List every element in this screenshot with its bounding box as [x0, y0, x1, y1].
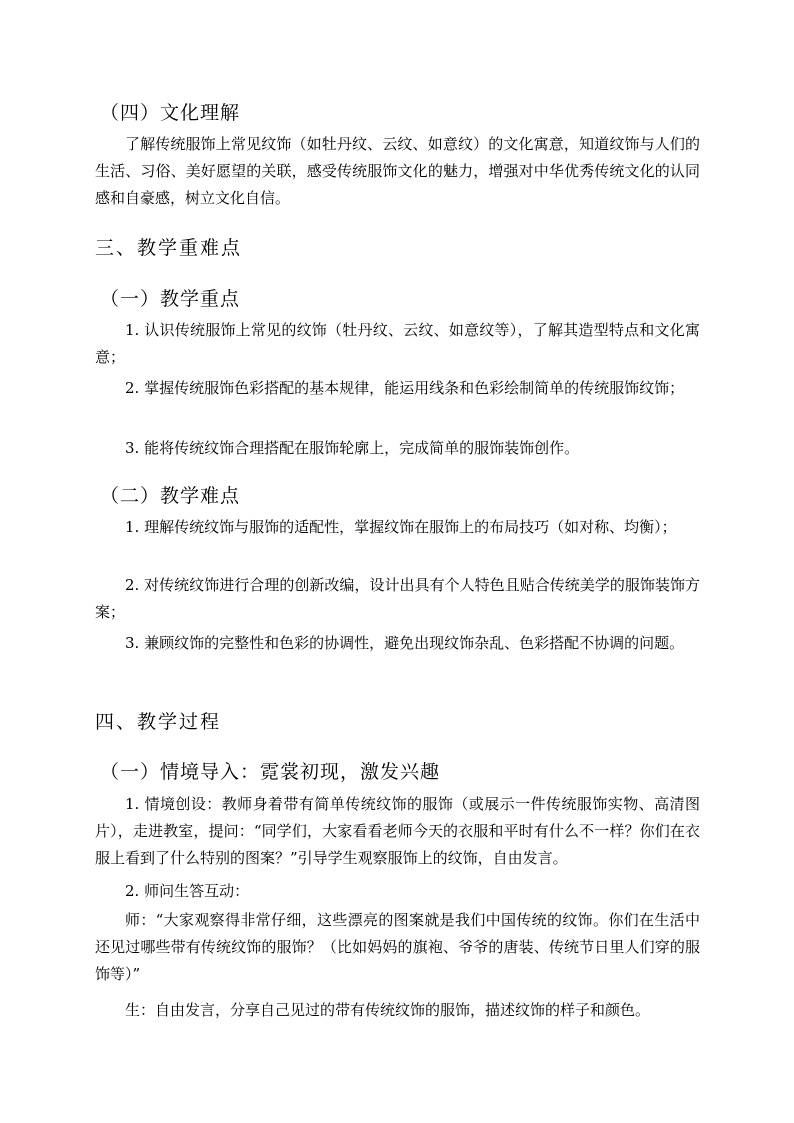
heading-key-points: （一）教学重点 [100, 288, 241, 310]
heading-difficult-points: （二）教学难点 [100, 485, 241, 507]
heading-teaching-process: 四、教学过程 [95, 711, 222, 733]
teacher-dialogue: 师：“大家观察得非常仔细，这些漂亮的图案就是我们中国传统的纹饰。你们在生活中还见过哪些带有传统纹饰的服饰？（比如妈妈的旗袍、爷爷的唐装、传统节日里人们穿的服饰等）” [95, 911, 700, 983]
intro-item-2: 2. 师问生答互动： [125, 882, 250, 900]
difficult-point-3: 3. 兼顾纹饰的完整性和色彩的协调性，避免出现纹饰杂乱、色彩搭配不协调的问题。 [125, 634, 685, 652]
difficult-point-2: 2. 对传统纹饰进行合理的创新改编，设计出具有个人特色且贴合传统美学的服饰装饰方案； [95, 576, 700, 621]
heading-teaching-key-difficult: 三、教学重难点 [95, 237, 243, 259]
paragraph-culture-understanding: 了解传统服饰上常见纹饰（如牡丹纹、云纹、如意纹）的文化寓意，知道纹饰与人们的生活、习俗、美好愿望的关联，感受传统服饰文化的魅力，增强对中华优秀传统文化的认同感和自豪感，树立文化自信。 [95, 135, 700, 207]
difficult-point-1: 1. 理解传统纹饰与服饰的适配性，掌握纹饰在服饰上的布局技巧（如对称、均衡）； [125, 518, 677, 536]
student-response: 生：自由发言，分享自己见过的带有传统纹饰的服饰，描述纹饰的样子和颜色。 [125, 1001, 651, 1019]
key-point-2: 2. 掌握传统服饰色彩搭配的基本规律，能运用线条和色彩绘制简单的传统服饰纹饰； [125, 379, 685, 397]
heading-culture-understanding: （四）文化理解 [100, 102, 241, 124]
key-point-3: 3. 能将传统纹饰合理搭配在服饰轮廓上，完成简单的服饰装饰创作。 [125, 439, 580, 457]
heading-situation-intro: （一）情境导入：霓裳初现，激发兴趣 [100, 761, 441, 783]
intro-item-1: 1. 情境创设：教师身着带有简单传统纹饰的服饰（或展示一件传统服饰实物、高清图片），走进教室，提问：“同学们，大家看看老师今天的衣服和平时有什么不一样？你们在衣服上看到了什么特别的图案？”引导学生观察服饰上的纹饰，自由发言。 [95, 795, 700, 867]
key-point-1: 1. 认识传统服饰上常见的纹饰（牡丹纹、云纹、如意纹等），了解其造型特点和文化寓意； [95, 321, 700, 366]
